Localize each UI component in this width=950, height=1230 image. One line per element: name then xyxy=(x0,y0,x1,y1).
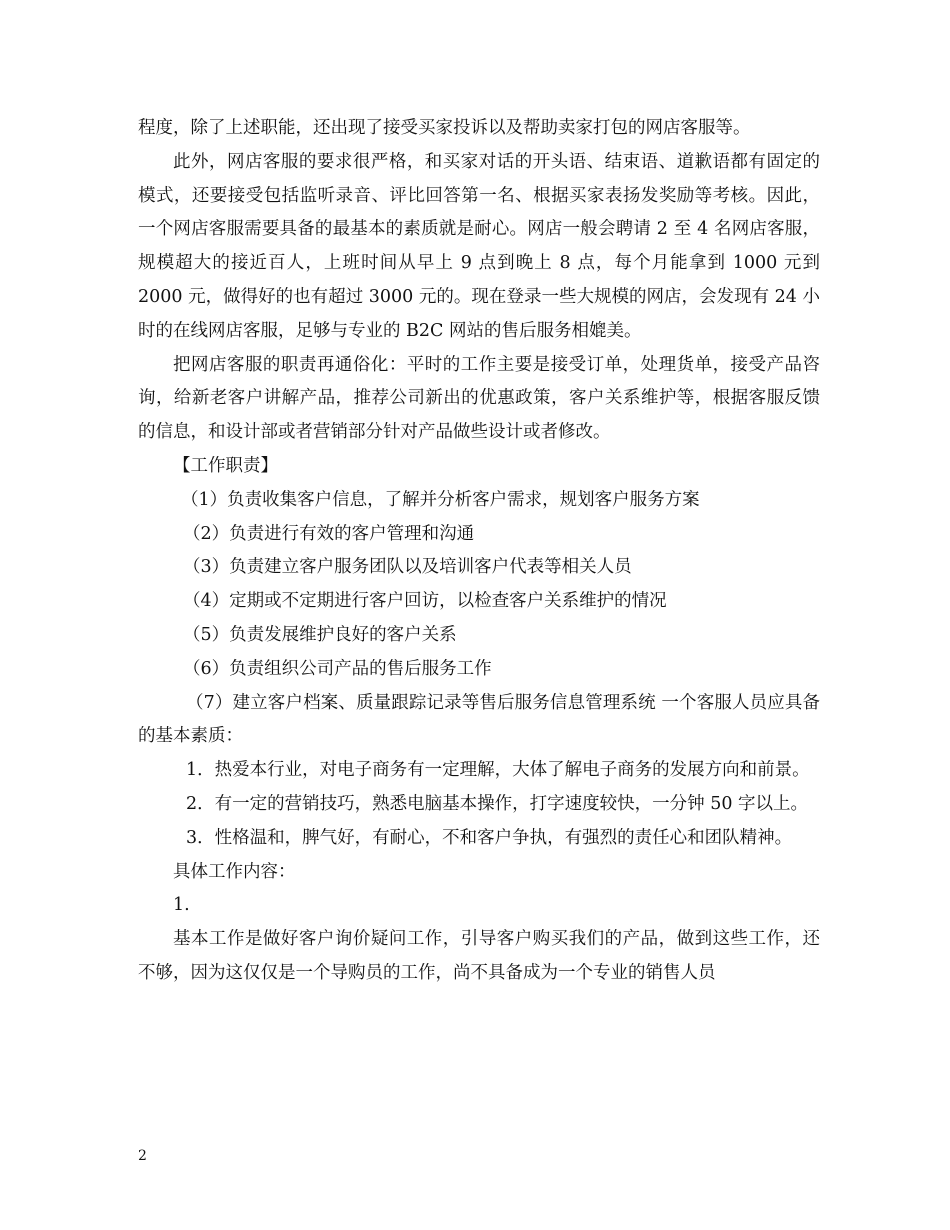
document-body xyxy=(138,112,820,991)
work-content-number: 1. xyxy=(173,895,190,916)
duty-item-6: （6）负责组织公司产品的售后服务工作 xyxy=(183,658,492,679)
quality-item-3: 3．性格温和，脾气好，有耐心，不和客户争执，有强烈的责任心和团队精神。 xyxy=(186,827,793,848)
quality-item-2: 2．有一定的营销技巧，熟悉电脑基本操作，打字速度较快，一分钟 50 字以上。 xyxy=(186,793,809,814)
section-heading-work-content: 具体工作内容： xyxy=(173,861,296,882)
duty-item-5: （5）负责发展维护良好的客户关系 xyxy=(183,624,457,645)
paragraph-duties-summary: 把网店客服的职责再通俗化：平时的工作主要是接受订单，处理货单，接受产品咨询，给新老客户讲解产品，推荐公司新出的优惠政策，客户关系维护等，根据客服反馈的信息，和设计部或者营销部分针对产品做些设计或者修改。 xyxy=(138,354,820,443)
section-heading-duties: 【工作职责】 xyxy=(173,455,278,476)
duty-item-7: （7）建立客户档案、质量跟踪记录等售后服务信息管理系统 一个客服人员应具备的基本素质： xyxy=(138,692,820,747)
duty-item-4: （4）定期或不定期进行客户回访，以检查客户关系维护的情况 xyxy=(183,591,667,612)
duty-item-3: （3）负责建立客户服务团队以及培训客户代表等相关人员 xyxy=(183,557,632,578)
duty-item-2: （2）负责进行有效的客户管理和沟通 xyxy=(183,523,475,544)
paragraph-basic-work: 基本工作是做好客户询价疑问工作，引导客户购买我们的产品，做到这些工作，还不够，因为这仅仅是一个导购员的工作，尚不具备成为一个专业的销售人员 xyxy=(138,929,820,983)
quality-item-1: 1．热爱本行业，对电子商务有一定理解，大体了解电子商务的发展方向和前景。 xyxy=(186,760,810,781)
paragraph-requirements: 此外，网店客服的要求很严格，和买家对话的开头语、结束语、道歉语都有固定的模式，还要接受包括监听录音、评比回答第一名、根据买家表扬发奖励等考核。因此，一个网店客服需要具备的最基本的素质就是耐心。网店一般会聘请 2 至 4 名网店客服，规模超大的接近百人，上班时间从早上 9 点到晚上 8 点，每个月能拿到 1000 元到 2000 元，做得好的也有超过 3000 元的。现在登录一些大规模的网店，会发现有 24 小时的在线网店客服，足够与专业的 B2C 网站的售后服务相媲美。 xyxy=(138,151,820,341)
duty-item-1: （1）负责收集客户信息，了解并分析客户需求，规划客户服务方案 xyxy=(181,489,700,510)
paragraph-continuation: 程度，除了上述职能，还出现了接受买家投诉以及帮助卖家打包的网店客服等。 xyxy=(138,118,751,138)
page-number: 2 xyxy=(138,1148,147,1164)
